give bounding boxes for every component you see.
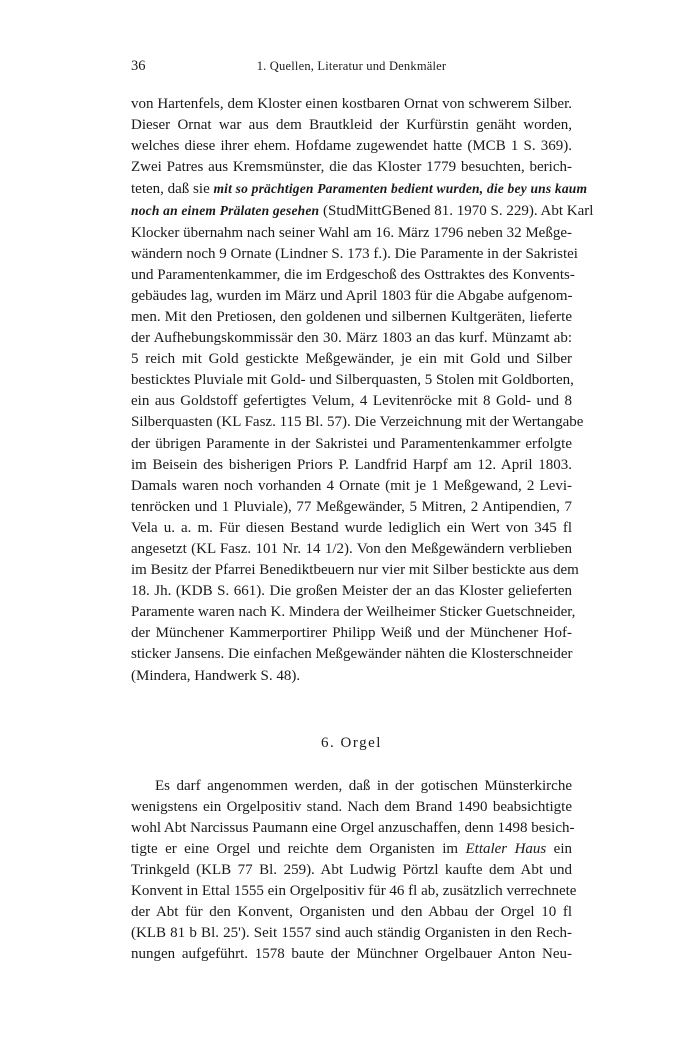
text-segment: 5 reich mit Gold gestickte Meßgewänder, je ein mit Gold und Silber bbox=[131, 351, 572, 368]
text-line bbox=[131, 497, 572, 518]
text-segment: sticker Jansens. Die einfachen Meßgewänder nähten die Klosterschneider bbox=[131, 646, 573, 663]
text-segment: Paramente waren nach K. Mindera der Weilheimer Sticker Guetschneider, bbox=[131, 604, 576, 621]
text-line bbox=[131, 539, 572, 560]
page-header bbox=[131, 58, 572, 78]
text-line bbox=[131, 157, 572, 178]
text-segment: (StudMittGBened 81. 1970 S. 229). Abt Karl bbox=[319, 203, 594, 220]
text-segment: der übrigen Paramente in der Sakristei und Paramentenkammer erfolgte bbox=[131, 435, 572, 452]
text-segment: ein aus Goldstoff gefertigtes Velum, 4 Levitenröcke mit 8 Gold- und 8 bbox=[131, 393, 572, 410]
text-line bbox=[131, 349, 572, 370]
text-segment: 18. Jh. (KDB S. 661). Die großen Meister der an das Kloster gelieferten bbox=[131, 583, 572, 600]
text-line bbox=[131, 623, 572, 644]
text-line bbox=[131, 923, 572, 944]
text-segment: Trinkgeld (KLB 77 Bl. 259). Abt Ludwig Pörtzl kaufte dem Abt und bbox=[131, 862, 572, 879]
text-segment: wenigstens ein Orgelpositiv stand. Nach dem Brand 1490 beabsichtigte bbox=[131, 798, 572, 815]
text-line bbox=[131, 476, 572, 497]
text-line bbox=[131, 666, 572, 687]
text-segment: nungen aufgeführt. 1578 baute der Münchner Orgelbauer Anton Neu- bbox=[131, 946, 572, 963]
text-line bbox=[131, 370, 572, 391]
running-head: 1. Quellen, Literatur und Denkmäler bbox=[256, 59, 447, 73]
body-text bbox=[131, 94, 594, 966]
text-segment: und Paramentenkammer, die im Erdgeschoß des Osttraktes des Konvents- bbox=[131, 266, 575, 283]
italic-text: Ettaler Haus bbox=[465, 841, 547, 857]
paragraph-orgel bbox=[131, 776, 577, 966]
page-number: 36 bbox=[131, 58, 146, 74]
text-segment: tenröcken und 1 Pluviale), 77 Meßgewänder, 5 Mitren, 2 Antipendien, 7 bbox=[131, 498, 572, 515]
text-line bbox=[131, 434, 572, 455]
text-line bbox=[131, 307, 572, 328]
text-line bbox=[131, 265, 575, 286]
text-line bbox=[131, 560, 579, 581]
text-line bbox=[131, 644, 572, 665]
text-line bbox=[131, 860, 572, 881]
text-segment: Damals waren noch vorhanden 4 Ornate (mit je 1 Meßgewand, 2 Levi- bbox=[131, 477, 572, 494]
text-line bbox=[131, 328, 572, 349]
text-line bbox=[131, 412, 584, 433]
text-line bbox=[131, 776, 572, 797]
text-line bbox=[131, 902, 572, 923]
text-line bbox=[131, 818, 575, 839]
text-line bbox=[131, 839, 572, 860]
text-segment: Klocker übernahm nach seiner Wahl am 16. März 1796 neben 32 Meßge- bbox=[131, 224, 572, 241]
quotation: mit so prächtigen Paramenten bedient wurden, die bey uns kaum bbox=[213, 181, 588, 197]
text-line bbox=[131, 944, 572, 965]
text-segment: im Beisein des bisherigen Priors P. Landfrid Harpf am 12. April 1803. bbox=[131, 456, 572, 473]
text-line bbox=[131, 581, 572, 602]
text-line bbox=[131, 178, 588, 200]
text-segment: tigte er eine Orgel und reichte dem Organisten im bbox=[131, 841, 466, 857]
page bbox=[131, 58, 594, 966]
text-segment: (Mindera, Handwerk S. 48). bbox=[131, 667, 301, 684]
text-segment: angesetzt (KL Fasz. 101 Nr. 14 1/2). Von den Meßgewändern verblieben bbox=[131, 540, 572, 557]
text-segment: besticktes Pluviale mit Gold- und Silberquasten, 5 Stolen mit Goldborten, bbox=[131, 372, 574, 389]
text-segment: ein bbox=[546, 841, 572, 857]
text-line bbox=[131, 455, 572, 476]
text-line bbox=[131, 115, 572, 136]
text-line bbox=[131, 797, 572, 818]
text-segment: wohl Abt Narcissus Paumann eine Orgel anzuschaffen, denn 1498 besich- bbox=[131, 819, 575, 836]
text-line bbox=[131, 286, 572, 307]
text-segment: (KLB 81 b Bl. 25'). Seit 1557 sind auch ständig Organisten in den Rech- bbox=[131, 925, 572, 942]
text-segment: Dieser Ornat war aus dem Brautkleid der Kurfürstin genäht worden, bbox=[131, 117, 572, 134]
text-segment: der Abt für den Konvent, Organisten und den Abbau der Orgel 10 fl bbox=[131, 904, 572, 921]
text-line bbox=[131, 94, 572, 115]
text-line bbox=[131, 223, 572, 244]
text-segment: teten, daß sie bbox=[131, 181, 214, 198]
text-segment: men. Mit den Pretiosen, den goldenen und silbernen Kultgeräten, lieferte bbox=[131, 308, 572, 325]
section-heading: 6. Orgel bbox=[321, 734, 382, 751]
text-segment: Zwei Patres aus Kremsmünster, die das Kloster 1779 besuchten, berich- bbox=[131, 159, 572, 176]
text-segment: von Hartenfels, dem Kloster einen kostbaren Ornat von schwerem Silber. bbox=[131, 96, 572, 112]
text-line bbox=[131, 602, 576, 623]
text-segment: wändern noch 9 Ornate (Lindner S. 173 f.). Die Paramente in der Sakristei bbox=[131, 245, 578, 262]
text-segment: der Aufhebungskommissär den 30. März 1803 an das kurf. Münzamt ab: bbox=[131, 330, 572, 347]
text-segment: Vela u. a. m. Für diesen Bestand wurde lediglich ein Wert von 345 fl bbox=[131, 519, 572, 536]
text-line bbox=[131, 200, 594, 222]
text-line bbox=[131, 244, 578, 265]
text-segment: Silberquasten (KL Fasz. 115 Bl. 57). Die Verzeichnung mit der Wertangabe bbox=[131, 414, 584, 431]
text-line bbox=[131, 518, 572, 539]
text-segment: im Besitz der Pfarrei Benediktbeuern nur vier mit Silber bestickte aus dem bbox=[131, 562, 579, 579]
text-segment: gebäudes lag, wurden im März und April 1803 für die Abgabe aufgenom- bbox=[131, 287, 573, 304]
text-segment: der Münchener Kammerportirer Philipp Weiß und der Münchener Hof- bbox=[131, 625, 572, 642]
text-segment: Es darf angenommen werden, daß in der gotischen Münsterkirche bbox=[155, 777, 572, 794]
text-segment: welches diese ihrer ehem. Hofdame zugewendet hatte (MCB 1 S. 369). bbox=[131, 138, 572, 155]
quotation: noch an einem Prälaten gesehen bbox=[131, 203, 320, 219]
paragraph-paramente bbox=[131, 94, 594, 687]
text-line bbox=[131, 391, 572, 412]
text-line bbox=[131, 881, 577, 902]
text-segment: Konvent in Ettal 1555 ein Orgelpositiv für 46 fl ab, zusätzlich verrechnete bbox=[131, 883, 577, 900]
text-line bbox=[131, 136, 572, 157]
